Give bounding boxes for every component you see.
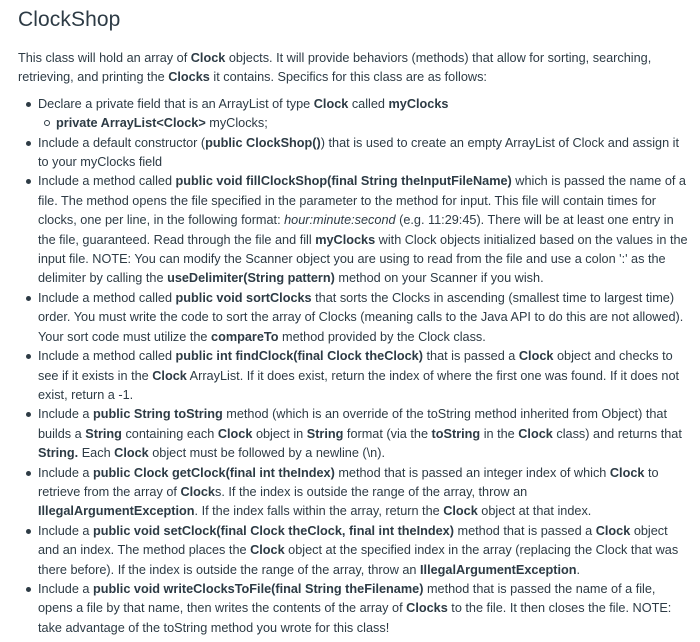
intro-paragraph [18, 49, 690, 88]
text: to retrieve from the array of [38, 465, 659, 499]
text: Include a method called [38, 349, 176, 364]
bold-text: public void fillClockShop(final String theInputFileName) [175, 174, 512, 189]
intro-text: it contains. Specifics for this class are as follows: [209, 70, 487, 85]
bold-text: Clock [180, 484, 215, 499]
text: object must be followed by a newline (\n). [148, 446, 385, 461]
text: method that is passed a [453, 523, 596, 538]
text: Each [78, 446, 115, 461]
text: called [348, 96, 389, 111]
text: s. If the index is outside the range of the array, throw an [215, 484, 528, 499]
list-item-sort-clocks [38, 289, 690, 347]
bullet-icon [26, 296, 31, 301]
bullet-icon [26, 102, 31, 107]
sub-list-item [56, 114, 690, 133]
text: method (which is an override of the toString method inherited from Object) that builds a [38, 407, 667, 441]
text: method on your Scanner if you wish. [334, 271, 544, 286]
text: Include a [38, 523, 94, 538]
intro-bold: Clocks [168, 70, 210, 85]
bullet-icon [26, 354, 31, 359]
bold-text: String. [38, 446, 79, 461]
text: which is passed the name of a file. The method opens the file specified in the parameter to the method for input. This file will contain times for clocks, one per line, in the following format: [38, 174, 686, 228]
bold-text: String [306, 426, 344, 441]
bold-text: public ClockShop() [205, 135, 321, 150]
bold-text: public String toString [93, 407, 223, 422]
bullet-icon [26, 412, 31, 417]
text: ArrayList. If it does exist, return the index of where the first one was found. If it does not exist, return a -1. [38, 368, 680, 402]
text: . [576, 562, 581, 577]
bold-text: myClocks [388, 96, 449, 111]
text: (e.g. 11:29:45). There will be at least one entry in the file, guaranteed. Read through the file and fill [38, 213, 674, 247]
intro-bold: Clock [190, 51, 226, 65]
text: method provided by the Clock class. [278, 329, 486, 344]
bold-text: private ArrayList<Clock> [56, 116, 206, 131]
text: method that is passed an integer index of which [334, 465, 610, 480]
bold-text: Clock [518, 349, 554, 364]
list-item-myclocks-field [38, 95, 690, 134]
text: object and an index. The method places the [38, 523, 668, 558]
bold-text: toString [431, 426, 481, 441]
text: Include a default constructor ( [38, 135, 206, 150]
text: containing each [121, 426, 218, 441]
bold-text: Clock [609, 465, 645, 480]
text: class) and returns that [552, 426, 682, 441]
list-item-find-clock [38, 347, 690, 405]
text: . If the index falls within the array, return the [194, 504, 444, 519]
list-item-constructor [38, 134, 690, 173]
list-item-set-clock [38, 522, 690, 580]
text: object at the specified index in the array (replacing the Clock that was there before). If the index is outside the range of the array, throw an [38, 543, 679, 577]
text: that sorts the Clock [311, 290, 424, 305]
text: method that is passed the name of a file, opens a file by that name, then writes the contents of the array of [38, 581, 656, 616]
text: to the file. It then closes the file. NOTE: take advantage of the toString method you wrote for this class! [38, 601, 672, 635]
bold-text: IllegalArgumentException [420, 562, 577, 577]
list-item-to-string [38, 405, 690, 463]
italic-text: hour:minute:second [284, 213, 396, 228]
bold-text: Clock [250, 543, 285, 558]
bold-text: IllegalArgumentException [38, 504, 195, 519]
bold-text: Clocks [406, 601, 448, 616]
intro-text: objects. It will provide behaviors (methods) that allow for sorting, searching, retrieving, and printing the [18, 51, 652, 85]
bold-text: Clock [114, 446, 149, 461]
text: that is passed a [422, 349, 519, 364]
text: object and checks to see if it exists in the [38, 349, 673, 383]
bold-text: Clock [313, 96, 349, 111]
list-item-fill-clock-shop [38, 172, 690, 288]
bold-text: Clock [217, 426, 253, 441]
text: in the [480, 426, 519, 441]
requirements-list [18, 95, 690, 638]
text: Include a [38, 465, 94, 480]
text: with Clock objects initialized based on the values in the input file. NOTE: You can modify the Scanner object you are using to read from the file and use a colon ':' as the delimiter by calling the [38, 232, 688, 286]
bold-text: public Clock getClock(final int theIndex) [93, 465, 335, 480]
open-bullet-icon [44, 120, 50, 126]
intro-text: This class will hold an array of [18, 51, 191, 65]
text: s in ascending (smallest time to largest time) order. You must write the code to sort the array of Clock [38, 290, 675, 325]
text: format (via the [343, 426, 432, 441]
bullet-icon [26, 141, 31, 146]
bold-text: compareTo [211, 329, 279, 344]
text: Include a method called [38, 174, 176, 189]
bold-text: public int findClock(final Clock theClock) [175, 349, 423, 364]
text: Include a [38, 407, 94, 422]
sub-list [38, 114, 690, 133]
text: myClocks; [205, 116, 268, 131]
text: s (meaning calls to the Java API to do this are not allowed). Your sort code must utilize the [38, 310, 684, 344]
bullet-icon [26, 587, 31, 592]
text: Declare a private field that is an ArrayList of type [38, 96, 314, 111]
bold-text: useDelimiter(String pattern) [167, 271, 335, 286]
bold-text: String [85, 426, 122, 441]
page-title: ClockShop [18, 8, 121, 31]
bold-text: public void setClock(final Clock theClock, final int theIndex) [93, 523, 454, 538]
bold-text: Clock [443, 504, 478, 519]
bold-text: myClocks [315, 232, 376, 247]
bold-text: public void writeClocksToFile(final String theFilename) [93, 581, 424, 596]
bold-text: Clock [595, 523, 631, 538]
text: Include a method called [38, 290, 176, 305]
text: ) that is used to create an empty ArrayList of Clock and assign it to your myClocks field [38, 135, 680, 170]
list-item-write-clocks-to-file [38, 580, 690, 638]
bold-text: public void sortClocks [175, 290, 312, 305]
bullet-icon [26, 529, 31, 534]
text: Include a [38, 581, 94, 596]
bullet-icon [26, 179, 31, 184]
text: object at that index. [477, 504, 592, 519]
bold-text: Clock [518, 426, 553, 441]
text: object in [252, 426, 307, 441]
list-item-get-clock [38, 464, 690, 522]
bold-text: Clock [152, 368, 187, 383]
bullet-icon [26, 471, 31, 476]
